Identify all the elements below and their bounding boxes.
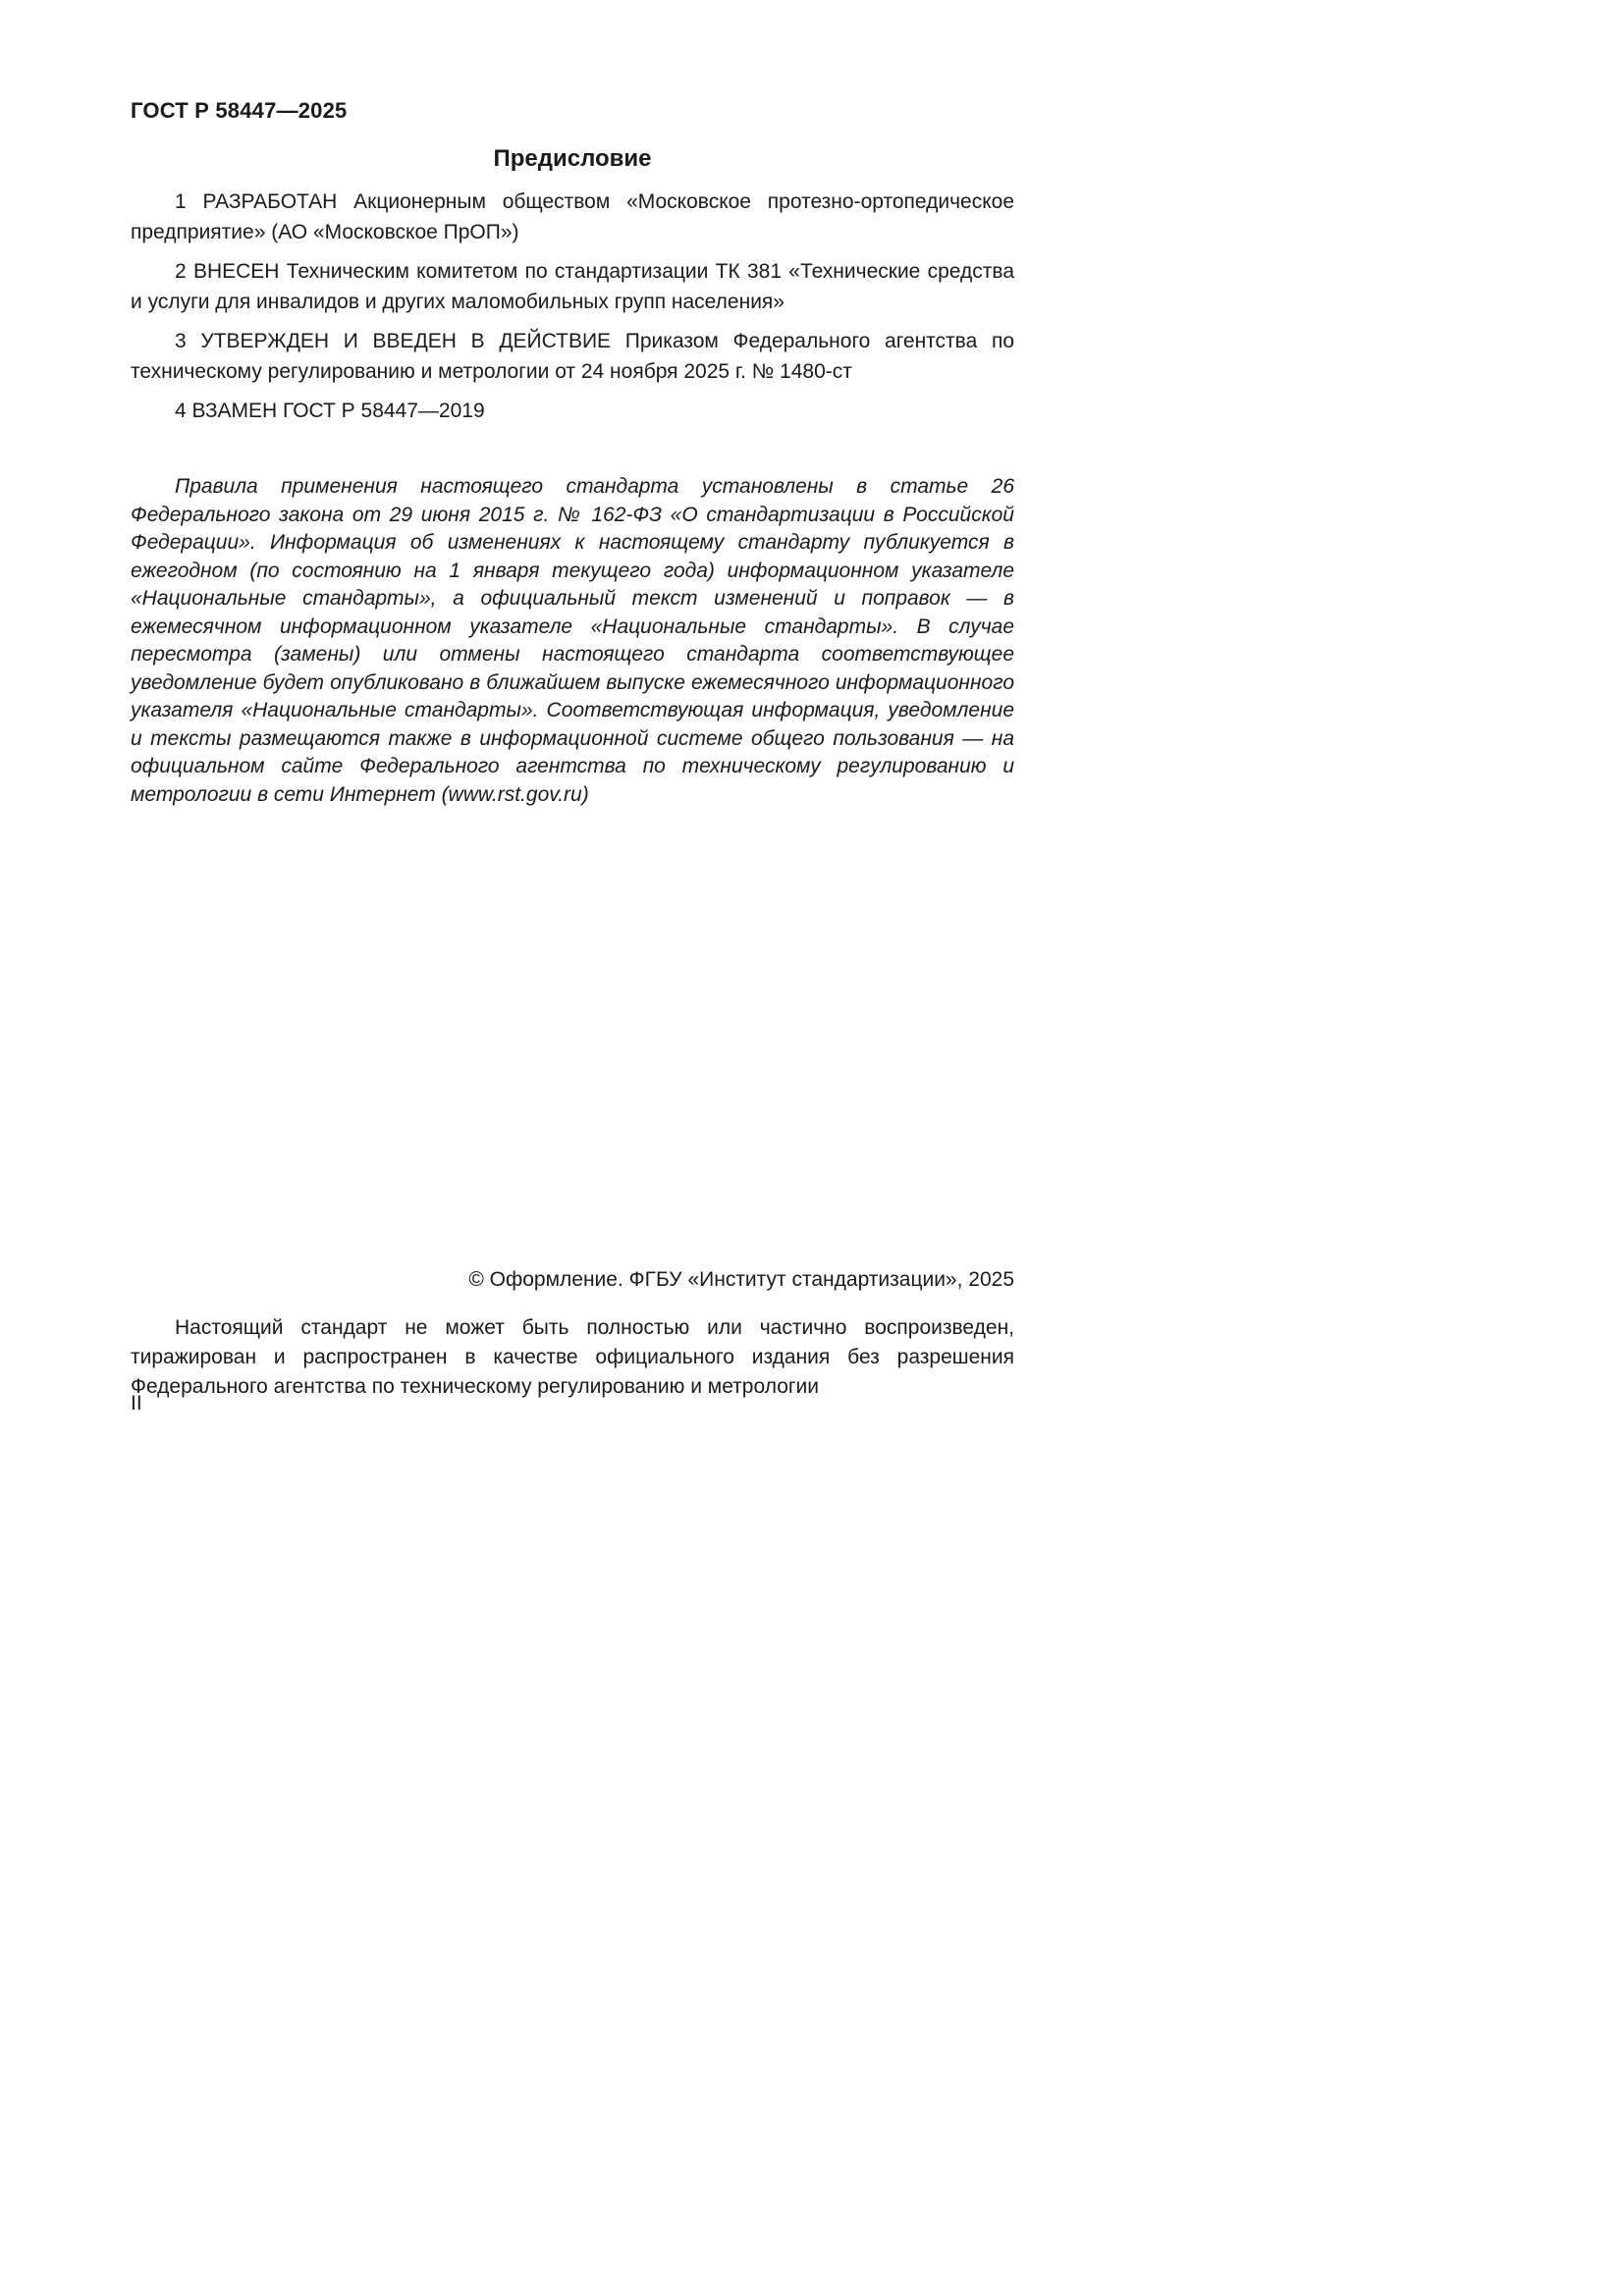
application-rules-notice: Правила применения настоящего стандарта установлены в статье 26 Федерального закона от 29 июня 2015 г. № 162-ФЗ «О стандартизации в Российской Федерации». Информация об изменениях к настоящему стандарту публикуется в ежегодном (по состоянию на 1 января текущего года) информационном указателе «Национальные стандарты», а официальный текст изменений и поправок — в ежемесячном информационном указателе «Национальные стандарты». В случае пересмотра (замены) или отмены настоящего стандарта соответствующее уведомление будет опубликовано в ближайшем выпуске ежемесячного информационного указателя «Национальные стандарты». Соответствующая информация, уведомление и тексты размещаются также в информационной системе общего пользования — на официальном сайте Федерального агентства по техническому регулированию и метрологии в сети Интернет (www.rst.gov.ru) [131, 475, 1014, 806]
foreword-item-replaces: 4 ВЗАМЕН ГОСТ Р 58447—2019 [175, 400, 485, 422]
page-number: II [131, 1392, 142, 1415]
foreword-section [131, 187, 1014, 435]
page-title: Предисловие [493, 145, 652, 172]
foreword-item-approved: 3 УТВЕРЖДЕН И ВВЕДЕН В ДЕЙСТВИЕ Приказом Федерального агентства по техническому регулированию и метрологии от 24 ноября 2025 г. № 1480-ст [131, 330, 1014, 383]
foreword-item-submitted: 2 ВНЕСЕН Техническим комитетом по стандартизации ТК 381 «Технические средства и услуги для инвалидов и других маломобильных групп населения» [131, 260, 1014, 313]
reproduction-restriction-notice: Настоящий стандарт не может быть полностью или частично воспроизведен, тиражирован и распространен в качестве официального издания без разрешения Федерального агентства по техническому регулированию и метрологии [131, 1316, 1014, 1398]
standard-designation: ГОСТ Р 58447—2025 [131, 98, 348, 123]
copyright-line: © Оформление. ФГБУ «Институт стандартизации», 2025 [468, 1268, 1014, 1291]
foreword-item-developed: 1 РАЗРАБОТАН Акционерным обществом «Московское протезно-ортопедическое предприятие» (АО «Московское ПрОП») [131, 190, 1014, 243]
